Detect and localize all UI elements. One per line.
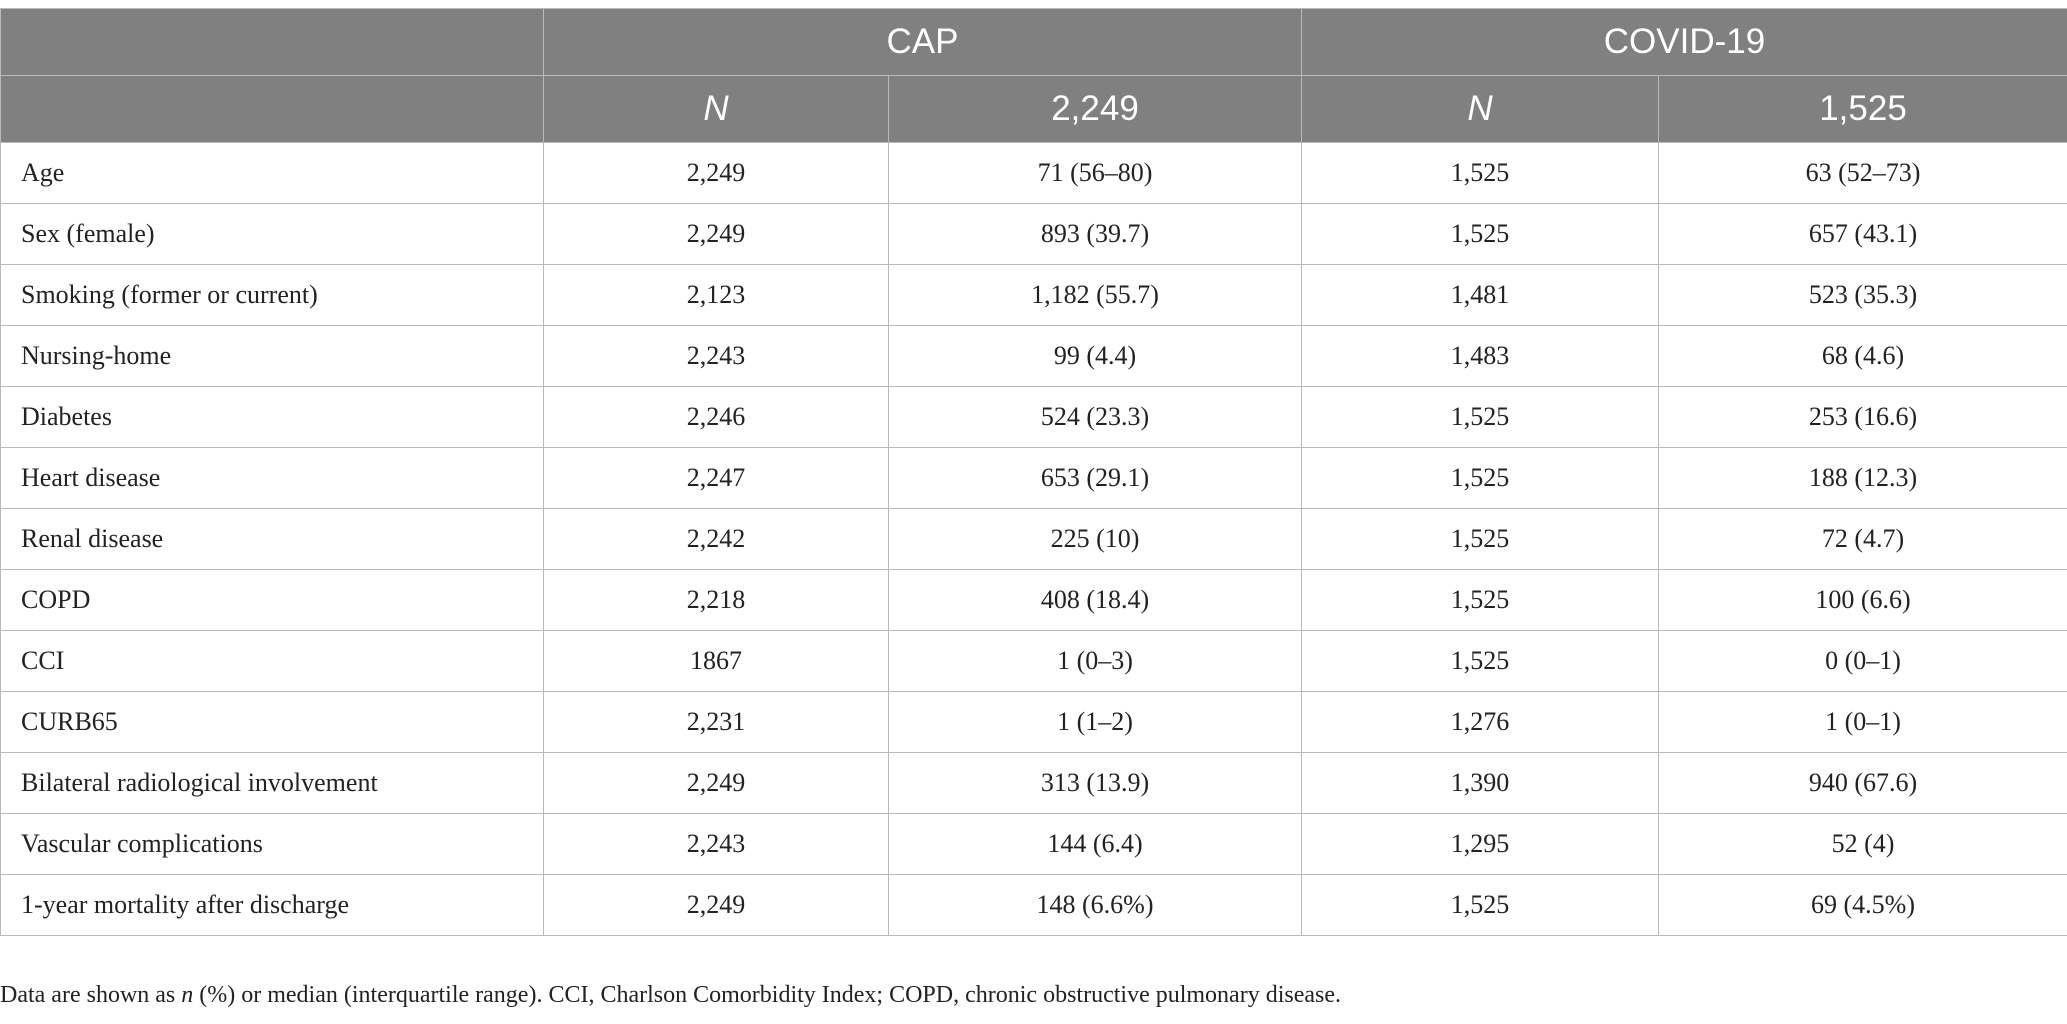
- row-label: Bilateral radiological involvement: [1, 753, 544, 814]
- row-label: Age: [1, 143, 544, 204]
- cap-value-cell: 99 (4.4): [889, 326, 1302, 387]
- table-row: [1, 265, 2067, 326]
- covid-n-cell: 1,525: [1302, 204, 1659, 265]
- table-row: [1, 875, 2067, 936]
- covid-value-cell: 52 (4): [1659, 814, 2067, 875]
- row-label: Renal disease: [1, 509, 544, 570]
- cap-n-cell: 2,247: [544, 448, 889, 509]
- cap-n-value: 2,249: [889, 76, 1302, 143]
- covid-value-cell: 523 (35.3): [1659, 265, 2067, 326]
- cap-n-cell: 2,242: [544, 509, 889, 570]
- table-row: [1, 387, 2067, 448]
- covid-n-cell: 1,525: [1302, 509, 1659, 570]
- table-row: [1, 204, 2067, 265]
- cap-value-cell: 71 (56–80): [889, 143, 1302, 204]
- row-label: Sex (female): [1, 204, 544, 265]
- cap-n-cell: 2,249: [544, 204, 889, 265]
- covid-value-cell: 657 (43.1): [1659, 204, 2067, 265]
- covid-value-cell: 0 (0–1): [1659, 631, 2067, 692]
- covid-n-cell: 1,481: [1302, 265, 1659, 326]
- covid-value-cell: 100 (6.6): [1659, 570, 2067, 631]
- footnote-n-symbol: n: [181, 982, 194, 1008]
- cap-value-cell: 225 (10): [889, 509, 1302, 570]
- table-row: [1, 448, 2067, 509]
- covid-value-cell: 940 (67.6): [1659, 753, 2067, 814]
- header-blank-cell: [1, 9, 544, 76]
- row-label: Nursing-home: [1, 326, 544, 387]
- covid-n-cell: 1,483: [1302, 326, 1659, 387]
- cap-n-cell: 2,243: [544, 326, 889, 387]
- table-row: [1, 570, 2067, 631]
- cap-value-cell: 408 (18.4): [889, 570, 1302, 631]
- cap-value-cell: 653 (29.1): [889, 448, 1302, 509]
- table-body: [1, 143, 2067, 936]
- cap-n-label: N: [544, 76, 889, 143]
- cap-value-cell: 313 (13.9): [889, 753, 1302, 814]
- row-label: CURB65: [1, 692, 544, 753]
- footnote-rest: (%) or median (interquartile range). CCI, Charlson Comorbidity Index; COPD, chronic obstructive pulmonary disease.: [193, 982, 1341, 1008]
- cap-value-cell: 1,182 (55.7): [889, 265, 1302, 326]
- covid-value-cell: 253 (16.6): [1659, 387, 2067, 448]
- row-label: Diabetes: [1, 387, 544, 448]
- table-footnote: [0, 982, 1341, 1009]
- group-header-covid: COVID-19: [1302, 9, 2067, 76]
- table-row: [1, 631, 2067, 692]
- cap-n-cell: 2,123: [544, 265, 889, 326]
- cap-value-cell: 893 (39.7): [889, 204, 1302, 265]
- covid-n-cell: 1,276: [1302, 692, 1659, 753]
- cap-n-cell: 2,231: [544, 692, 889, 753]
- table-row: [1, 509, 2067, 570]
- table-row: [1, 814, 2067, 875]
- cap-n-cell: 2,243: [544, 814, 889, 875]
- group-header-row: [1, 9, 2067, 76]
- row-label: COPD: [1, 570, 544, 631]
- cap-n-cell: 2,249: [544, 753, 889, 814]
- cap-value-cell: 1 (0–3): [889, 631, 1302, 692]
- cap-value-cell: 148 (6.6%): [889, 875, 1302, 936]
- covid-value-cell: 68 (4.6): [1659, 326, 2067, 387]
- table-row: [1, 326, 2067, 387]
- sub-header-row: [1, 76, 2067, 143]
- cap-n-cell: 2,246: [544, 387, 889, 448]
- covid-n-cell: 1,525: [1302, 387, 1659, 448]
- covid-value-cell: 1 (0–1): [1659, 692, 2067, 753]
- characteristics-table: [0, 8, 2067, 936]
- cap-n-cell: 2,249: [544, 143, 889, 204]
- header-blank-cell: [1, 76, 544, 143]
- table-row: [1, 753, 2067, 814]
- row-label: 1-year mortality after discharge: [1, 875, 544, 936]
- covid-value-cell: 63 (52–73): [1659, 143, 2067, 204]
- table-header: [1, 9, 2067, 143]
- covid-n-cell: 1,525: [1302, 875, 1659, 936]
- row-label: Vascular complications: [1, 814, 544, 875]
- covid-n-cell: 1,390: [1302, 753, 1659, 814]
- covid-n-label: N: [1302, 76, 1659, 143]
- table-row: [1, 692, 2067, 753]
- row-label: Smoking (former or current): [1, 265, 544, 326]
- cap-n-cell: 1867: [544, 631, 889, 692]
- data-table-container: [0, 8, 2067, 936]
- covid-n-cell: 1,525: [1302, 570, 1659, 631]
- covid-value-cell: 72 (4.7): [1659, 509, 2067, 570]
- table-row: [1, 143, 2067, 204]
- covid-n-cell: 1,525: [1302, 143, 1659, 204]
- covid-n-cell: 1,525: [1302, 631, 1659, 692]
- row-label: Heart disease: [1, 448, 544, 509]
- covid-value-cell: 69 (4.5%): [1659, 875, 2067, 936]
- covid-n-value: 1,525: [1659, 76, 2067, 143]
- cap-value-cell: 1 (1–2): [889, 692, 1302, 753]
- covid-n-cell: 1,295: [1302, 814, 1659, 875]
- covid-value-cell: 188 (12.3): [1659, 448, 2067, 509]
- cap-n-cell: 2,218: [544, 570, 889, 631]
- cap-value-cell: 144 (6.4): [889, 814, 1302, 875]
- group-header-cap: CAP: [544, 9, 1302, 76]
- covid-n-cell: 1,525: [1302, 448, 1659, 509]
- cap-n-cell: 2,249: [544, 875, 889, 936]
- footnote-prefix: Data are shown as: [0, 982, 182, 1008]
- cap-value-cell: 524 (23.3): [889, 387, 1302, 448]
- row-label: CCI: [1, 631, 544, 692]
